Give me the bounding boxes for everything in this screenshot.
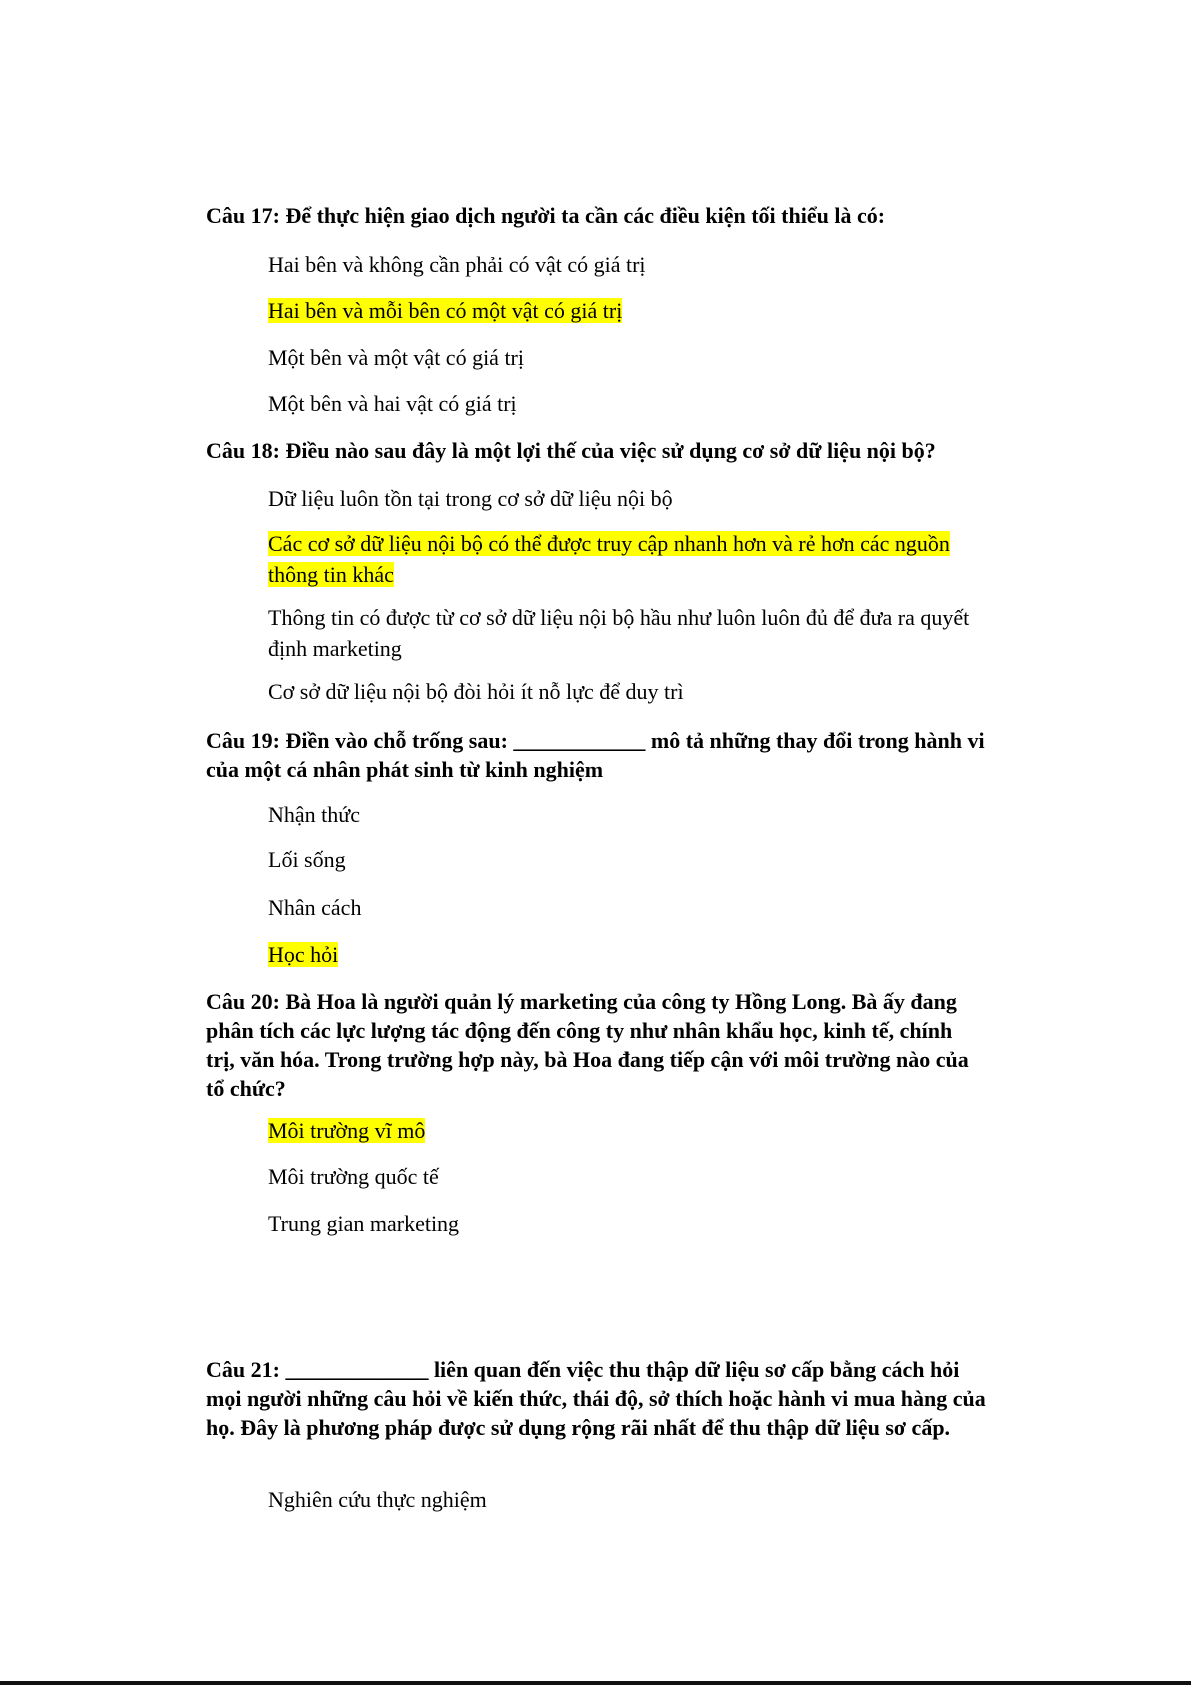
highlighted-answer: Môi trường vĩ mô xyxy=(268,1118,426,1143)
option-text: Nhận thức xyxy=(268,802,360,827)
q17-option-b-answer xyxy=(268,295,988,326)
option-text: Hai bên và không cần phải có vật có giá trị xyxy=(268,252,646,277)
option-text: Thông tin có được từ cơ sở dữ liệu nội bộ hầu như luôn luôn đủ để đưa ra quyết định marketing xyxy=(268,605,970,661)
option-text: Nghiên cứu thực nghiệm xyxy=(268,1487,487,1512)
question-20: Câu 20: Bà Hoa là người quản lý marketing của công ty Hồng Long. Bà ấy đang phân tích các lực lượng tác động đến công ty như nhân khẩu học, kinh tế, chính trị, văn hóa. Trong trường hợp này, bà Hoa đang tiếp cận với môi trường nào của tổ chức? xyxy=(206,989,969,1101)
q18-option-c xyxy=(268,602,988,664)
q17-option-a xyxy=(268,249,988,280)
q18-option-b-answer xyxy=(268,528,988,590)
q19-option-b xyxy=(268,844,988,875)
option-text: Lối sống xyxy=(268,847,346,872)
option-text: Một bên và một vật có giá trị xyxy=(268,345,524,370)
q20-option-b xyxy=(268,1161,988,1192)
q18-option-d xyxy=(268,676,988,707)
highlighted-answer: Hai bên và mỗi bên có một vật có giá trị xyxy=(268,298,623,323)
q20-option-c xyxy=(268,1208,988,1239)
option-text: Cơ sở dữ liệu nội bộ đòi hỏi ít nỗ lực để duy trì xyxy=(268,679,684,704)
option-text: Dữ liệu luôn tồn tại trong cơ sở dữ liệu nội bộ xyxy=(268,486,673,511)
option-text: Một bên và hai vật có giá trị xyxy=(268,391,517,416)
q19-option-a xyxy=(268,799,988,830)
highlighted-answer: Học hỏi xyxy=(268,942,339,967)
q19-option-c xyxy=(268,892,988,923)
q17-option-d xyxy=(268,388,988,419)
q21-option-a xyxy=(268,1484,988,1515)
q17-option-c xyxy=(268,342,988,373)
highlighted-answer: Các cơ sở dữ liệu nội bộ có thể được truy cập nhanh hơn và rẻ hơn các nguồn thông tin khác xyxy=(268,531,950,587)
question-21: Câu 21: _____________ liên quan đến việc thu thập dữ liệu sơ cấp bằng cách hỏi mọi người những câu hỏi về kiến thức, thái độ, sở thích hoặc hành vi mua hàng của họ. Đây là phương pháp được sử dụng rộng rãi nhất để thu thập dữ liệu sơ cấp. xyxy=(206,1357,986,1440)
option-text: Trung gian marketing xyxy=(268,1211,460,1236)
question-19: Câu 19: Điền vào chỗ trống sau: ____________ mô tả những thay đổi trong hành vi của một cá nhân phát sinh từ kinh nghiệm xyxy=(206,728,985,782)
q20-option-a-answer xyxy=(268,1115,988,1146)
option-text: Nhân cách xyxy=(268,895,362,920)
q18-option-a xyxy=(268,483,988,514)
q19-option-d-answer xyxy=(268,939,988,970)
page-bottom-edge xyxy=(0,1681,1191,1685)
option-text: Môi trường quốc tế xyxy=(268,1164,439,1189)
question-17: Câu 17: Để thực hiện giao dịch người ta cần các điều kiện tối thiểu là có: xyxy=(206,203,886,228)
question-18: Câu 18: Điều nào sau đây là một lợi thế của việc sử dụng cơ sở dữ liệu nội bộ? xyxy=(206,438,936,463)
